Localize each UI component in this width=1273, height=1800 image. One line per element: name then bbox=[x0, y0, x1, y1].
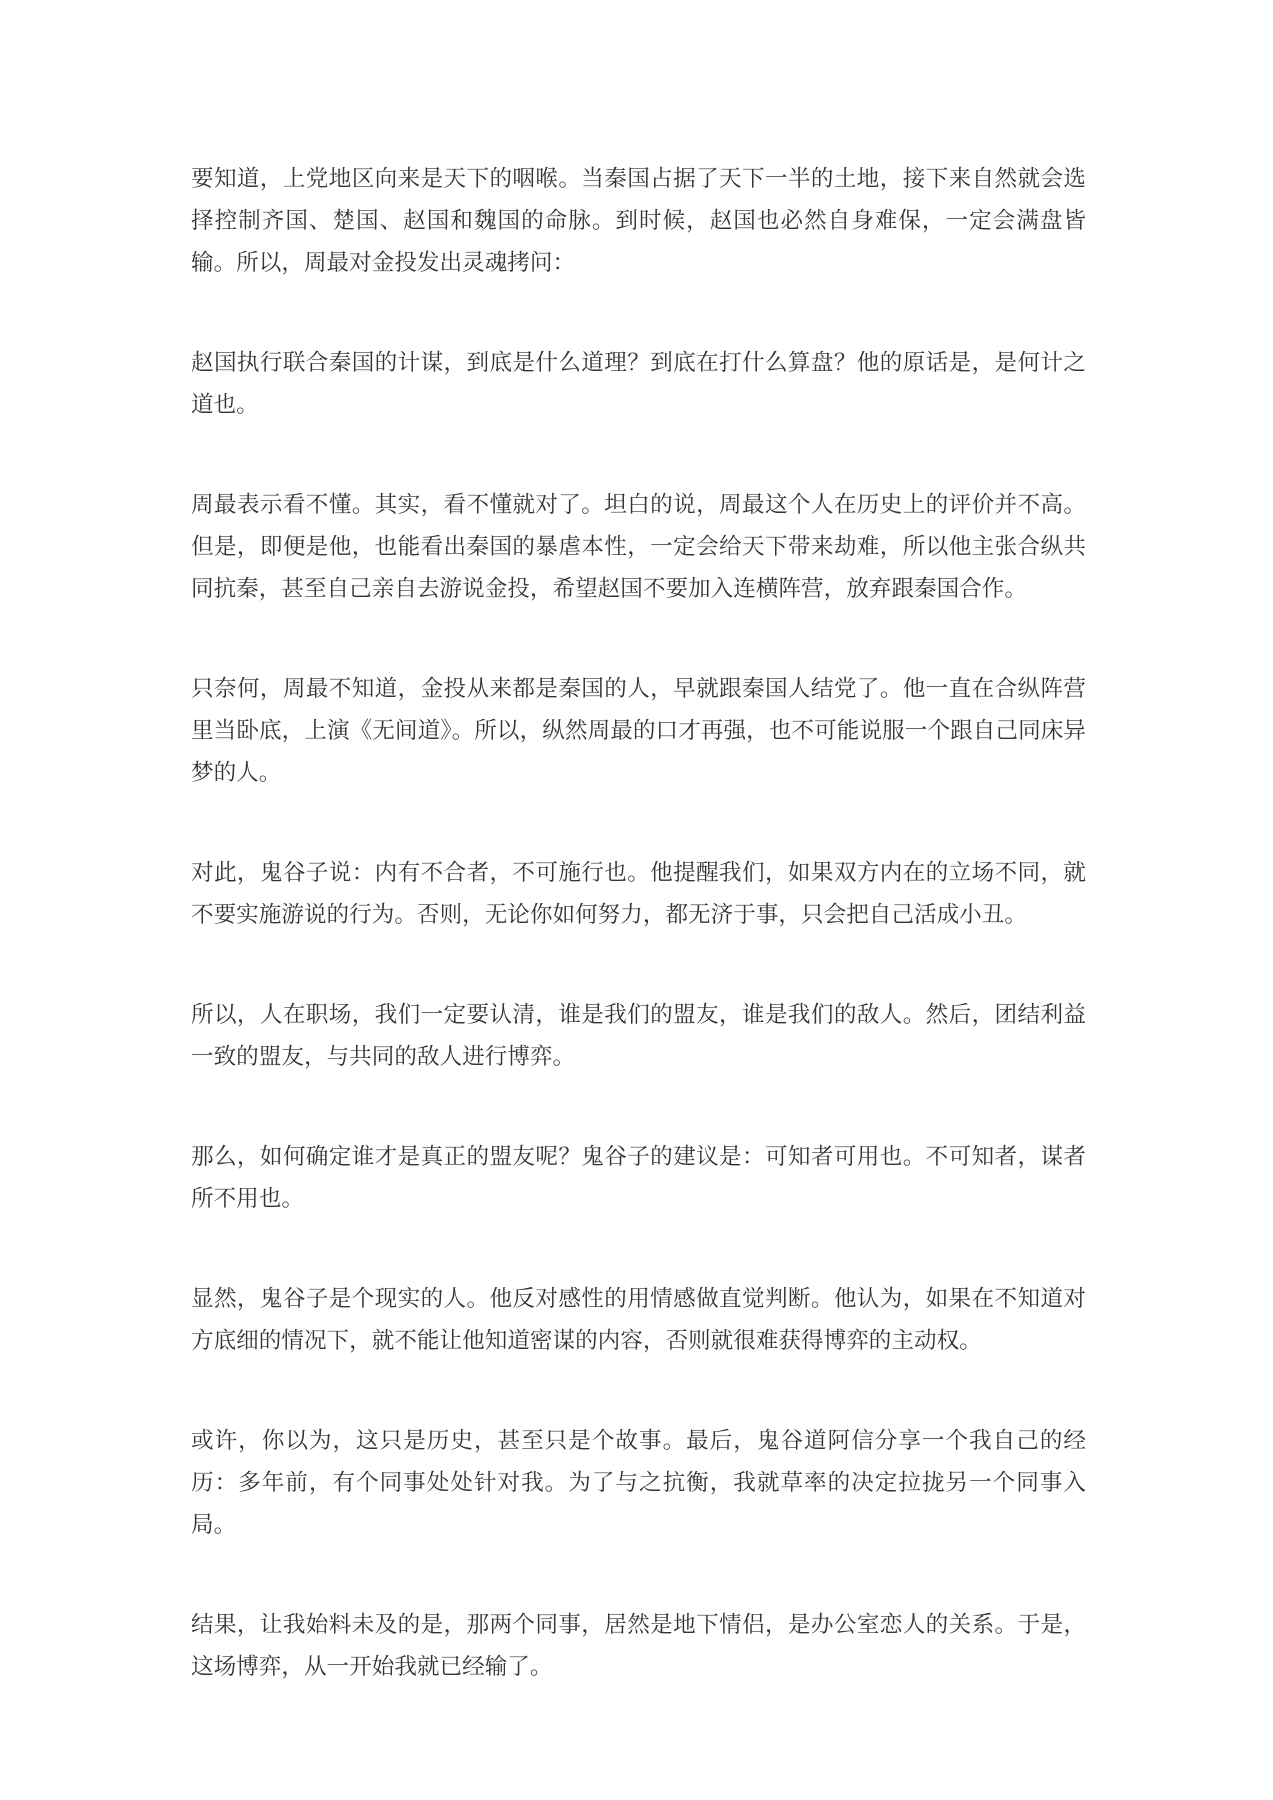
paragraph-10: 结果，让我始料未及的是，那两个同事，居然是地下情侣，是办公室恋人的关系。于是，这场博弈，从一开始我就已经输了。 bbox=[191, 1612, 1086, 1680]
paragraph-5: 对此，鬼谷子说：内有不合者，不可施行也。他提醒我们，如果双方内在的立场不同，就不要实施游说的行为。否则，无论你如何努力，都无济于事，只会把自己活成小丑。 bbox=[191, 860, 1086, 928]
paragraph-1: 要知道，上党地区向来是天下的咽喉。当秦国占据了天下一半的土地，接下来自然就会选择控制齐国、楚国、赵国和魏国的命脉。到时候，赵国也必然自身难保，一定会满盘皆输。所以，周最对金投发出灵魂拷问： bbox=[191, 166, 1086, 276]
paragraph-7: 那么，如何确定谁才是真正的盟友呢？鬼谷子的建议是：可知者可用也。不可知者，谋者所不用也。 bbox=[191, 1144, 1086, 1212]
paragraph-3: 周最表示看不懂。其实，看不懂就对了。坦白的说，周最这个人在历史上的评价并不高。但是，即便是他，也能看出秦国的暴虐本性，一定会给天下带来劫难，所以他主张合纵共同抗秦，甚至自己亲自去游说金投，希望赵国不要加入连横阵营，放弃跟秦国合作。 bbox=[191, 492, 1086, 602]
article-body bbox=[191, 158, 1086, 1746]
paragraph-8: 显然，鬼谷子是个现实的人。他反对感性的用情感做直觉判断。他认为，如果在不知道对方底细的情况下，就不能让他知道密谋的内容，否则就很难获得博弈的主动权。 bbox=[191, 1286, 1086, 1354]
paragraph-4: 只奈何，周最不知道，金投从来都是秦国的人，早就跟秦国人结党了。他一直在合纵阵营里当卧底，上演《无间道》。所以，纵然周最的口才再强，也不可能说服一个跟自己同床异梦的人。 bbox=[191, 676, 1086, 786]
paragraph-6: 所以，人在职场，我们一定要认清，谁是我们的盟友，谁是我们的敌人。然后，团结利益一致的盟友，与共同的敌人进行博弈。 bbox=[191, 1002, 1086, 1070]
paragraph-2: 赵国执行联合秦国的计谋，到底是什么道理？到底在打什么算盘？他的原话是，是何计之道也。 bbox=[191, 350, 1086, 418]
paragraph-9: 或许，你以为，这只是历史，甚至只是个故事。最后，鬼谷道阿信分享一个我自己的经历：多年前，有个同事处处针对我。为了与之抗衡，我就草率的决定拉拢另一个同事入局。 bbox=[191, 1428, 1086, 1538]
